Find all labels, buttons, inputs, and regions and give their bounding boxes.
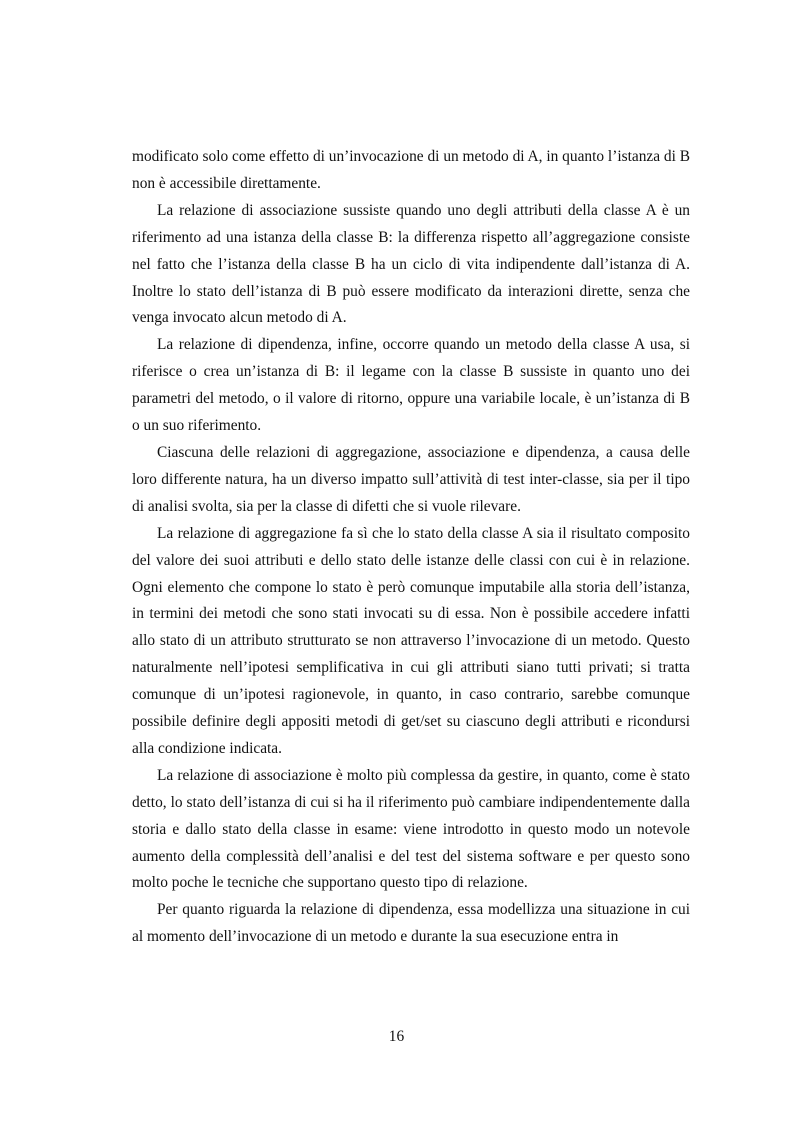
page-number: 16	[388, 1028, 405, 1045]
paragraph-aggregation: La relazione di aggregazione fa sì che lo stato della classe A sia il risultato composito del valore dei suoi attributi e dello stato delle istanze delle classi con cui è in relazione. Ogni elemento che compone lo stato è però comunque imputabile alla storia dell’istanza, in termini dei metodi che sono stati invocati su di essa. Non è possibile accedere infatti allo stato di un attributo strutturato se non attraverso l’invocazione di un metodo. Questo naturalmente nell’ipotesi semplificativa in cui gli attributi siano tutti privati; si tratta comunque di un’ipotesi ragionevole, in quanto, in caso contrario, sarebbe comunque possibile definire degli appositi metodi di get/set su ciascuno degli attributi e ricondursi alla condizione indicata.	[132, 524, 690, 757]
paragraph-relations-impact: Ciascuna delle relazioni di aggregazione, associazione e dipendenza, a causa delle loro differente natura, ha un diverso impatto sull’attività di test inter-classe, sia per il tipo di analisi svolta, sia per la classe di difetti che si vuole rilevare.	[132, 443, 690, 515]
page-body	[132, 144, 690, 951]
paragraph-association: La relazione di associazione sussiste quando uno degli attributi della classe A è un riferimento ad una istanza della classe B: la differenza rispetto all’aggregazione consiste nel fatto che l’istanza della classe B ha un ciclo di vita indipendente dall’istanza di A. Inoltre lo stato dell’istanza di B può essere modificato da interazioni dirette, senza che venga invocato alcun metodo di A.	[132, 201, 690, 327]
paragraph-dependency-modelling: Per quanto riguarda la relazione di dipendenza, essa modellizza una situazione in cui al momento dell’invocazione di un metodo e durante la sua esecuzione entra in	[132, 901, 690, 946]
paragraph-dependency: La relazione di dipendenza, infine, occorre quando un metodo della classe A usa, si riferisce o crea un’istanza di B: il legame con la classe B sussiste in quanto uno dei parametri del metodo, o il valore di ritorno, oppure una variabile locale, è un’istanza di B o un suo riferimento.	[132, 336, 690, 435]
paragraph-continued: modificato solo come effetto di un’invocazione di un metodo di A, in quanto l’istanza di B non è accessibile direttamente.	[132, 148, 690, 192]
paragraph-association-complexity: La relazione di associazione è molto più complessa da gestire, in quanto, come è stato detto, lo stato dell’istanza di cui si ha il riferimento può cambiare indipendentemente dalla storia e dallo stato della classe in esame: viene introdotto in questo modo un notevole aumento della complessità dell’analisi e del test del sistema software e per questo sono molto poche le tecniche che supportano questo tipo di relazione.	[132, 766, 690, 892]
